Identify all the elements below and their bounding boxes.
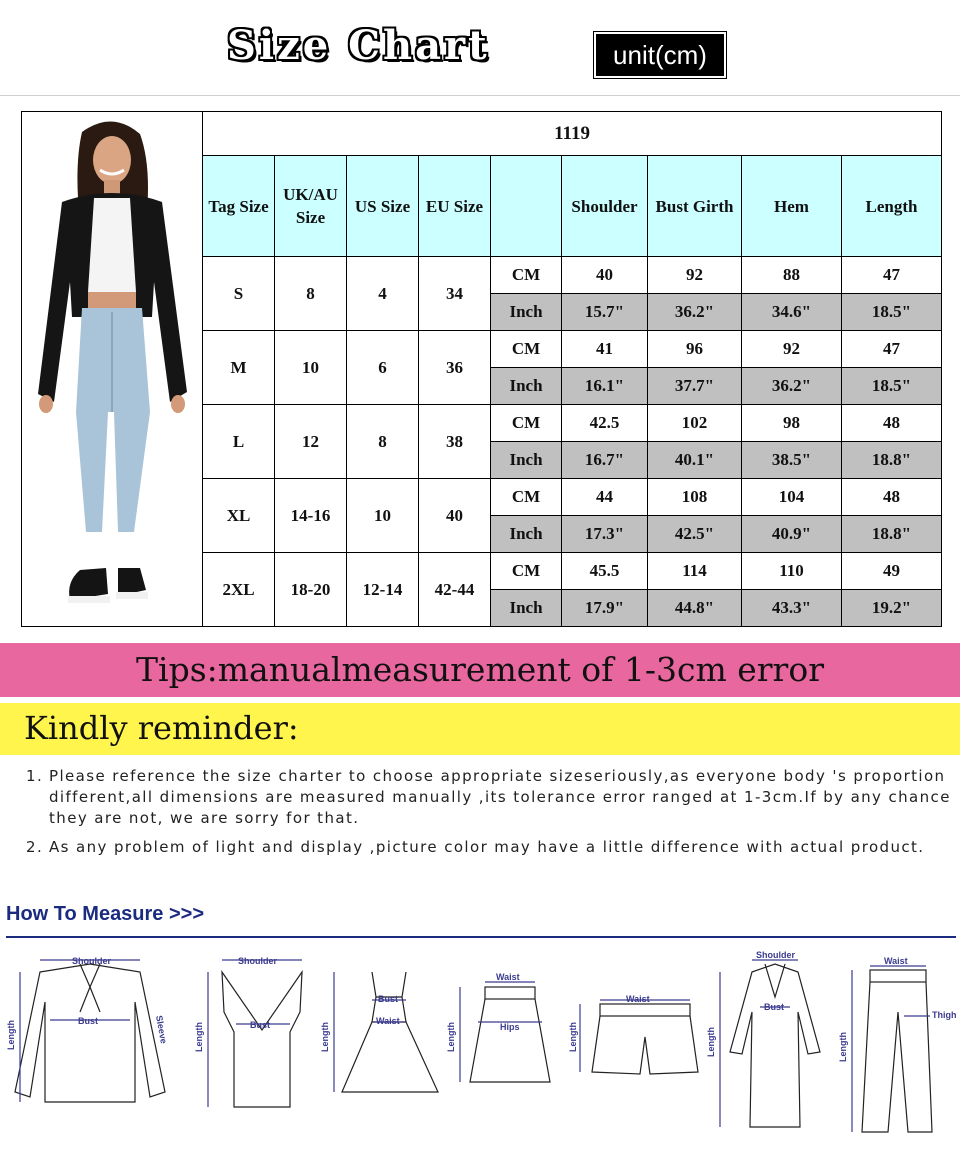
cm-label: CM — [491, 331, 562, 368]
eu-size-cell: 34 — [419, 257, 491, 331]
cm-shoulder: 44 — [562, 479, 648, 516]
note-number: 2. — [26, 838, 44, 856]
cm-hem: 92 — [742, 331, 842, 368]
cm-hem: 88 — [742, 257, 842, 294]
reminder-notes — [26, 766, 951, 866]
inch-bust: 40.1" — [648, 442, 742, 479]
inch-hem: 36.2" — [742, 368, 842, 405]
header-uk-au-size: UK/AU Size — [275, 156, 347, 257]
size-table — [202, 111, 942, 627]
note-text: Please reference the size charter to choose appropriate sizeseriously,as everyone body 's proportion different,all dimensions are measured manually ,its tolerance error ranged at 1-3cm.If by any chance they are not, we are sorry for that. — [49, 767, 951, 827]
cm-hem: 110 — [742, 553, 842, 590]
label-waist: Waist — [496, 972, 520, 982]
inch-hem: 40.9" — [742, 516, 842, 553]
label-shoulder: Shoulder — [72, 956, 112, 966]
unit-badge: unit(cm) — [594, 32, 726, 78]
table-row — [203, 479, 942, 516]
inch-shoulder: 17.3" — [562, 516, 648, 553]
inch-length: 19.2" — [842, 590, 942, 627]
us-size-cell: 4 — [347, 257, 419, 331]
inch-length: 18.5" — [842, 294, 942, 331]
table-row — [203, 331, 942, 368]
reminder-banner — [0, 703, 960, 755]
uk-size-cell: 12 — [275, 405, 347, 479]
cm-bust: 92 — [648, 257, 742, 294]
label-bust: Bust — [378, 994, 398, 1004]
model-photo — [21, 111, 203, 627]
header-us-size: US Size — [347, 156, 419, 257]
eu-size-cell: 36 — [419, 331, 491, 405]
tag-size-cell: XL — [203, 479, 275, 553]
cm-label: CM — [491, 257, 562, 294]
uk-size-cell: 8 — [275, 257, 347, 331]
model-figure-illustration — [22, 112, 202, 626]
inch-bust: 42.5" — [648, 516, 742, 553]
table-header-row — [203, 156, 942, 257]
header-bust-girth: Bust Girth — [648, 156, 742, 257]
uk-size-cell: 18-20 — [275, 553, 347, 627]
tag-size-cell: S — [203, 257, 275, 331]
header-unit — [491, 156, 562, 257]
inch-label: Inch — [491, 368, 562, 405]
cm-shoulder: 42.5 — [562, 405, 648, 442]
label-length: Length — [838, 1032, 848, 1062]
eu-size-cell: 38 — [419, 405, 491, 479]
tips-banner: Tips:manualmeasurement of 1-3cm error — [0, 643, 960, 697]
label-length: Length — [320, 1022, 330, 1052]
inch-shoulder: 16.1" — [562, 368, 648, 405]
cm-shoulder: 45.5 — [562, 553, 648, 590]
eu-size-cell: 40 — [419, 479, 491, 553]
label-shoulder: Shoulder — [238, 956, 278, 966]
cm-length: 48 — [842, 405, 942, 442]
label-hips: Hips — [500, 1022, 520, 1032]
cm-label: CM — [491, 553, 562, 590]
us-size-cell: 12-14 — [347, 553, 419, 627]
label-length: Length — [446, 1022, 456, 1052]
cm-shoulder: 40 — [562, 257, 648, 294]
reminder-title: Kindly reminder: — [24, 709, 299, 747]
inch-label: Inch — [491, 590, 562, 627]
label-waist: Waist — [626, 994, 650, 1004]
cm-bust: 114 — [648, 553, 742, 590]
label-bust: Bust — [250, 1020, 270, 1030]
inch-label: Inch — [491, 516, 562, 553]
cm-label: CM — [491, 405, 562, 442]
tag-size-cell: L — [203, 405, 275, 479]
label-bust: Bust — [764, 1002, 784, 1012]
cm-length: 48 — [842, 479, 942, 516]
inch-hem: 34.6" — [742, 294, 842, 331]
page-title: Size Chart — [227, 22, 490, 69]
label-length: Length — [6, 1020, 16, 1050]
inch-shoulder: 15.7" — [562, 294, 648, 331]
label-bust: Bust — [78, 1016, 98, 1026]
how-to-measure-title: How To Measure >>> — [6, 903, 205, 925]
cm-bust: 102 — [648, 405, 742, 442]
inch-hem: 43.3" — [742, 590, 842, 627]
inch-label: Inch — [491, 442, 562, 479]
note-number: 1. — [26, 767, 44, 785]
cm-length: 49 — [842, 553, 942, 590]
skirt-diagram — [446, 972, 550, 1082]
inch-bust: 44.8" — [648, 590, 742, 627]
list-item — [26, 766, 951, 829]
label-shoulder: Shoulder — [756, 950, 796, 960]
dress-diagram — [320, 972, 438, 1092]
inch-length: 18.8" — [842, 442, 942, 479]
cm-hem: 98 — [742, 405, 842, 442]
inch-shoulder: 17.9" — [562, 590, 648, 627]
header-length: Length — [842, 156, 942, 257]
us-size-cell: 8 — [347, 405, 419, 479]
inch-bust: 36.2" — [648, 294, 742, 331]
pants-diagram — [838, 956, 957, 1132]
header-eu-size: EU Size — [419, 156, 491, 257]
inch-length: 18.5" — [842, 368, 942, 405]
label-length: Length — [706, 1027, 716, 1057]
cm-shoulder: 41 — [562, 331, 648, 368]
cm-hem: 104 — [742, 479, 842, 516]
label-length: Length — [568, 1022, 578, 1052]
header-tag-size: Tag Size — [203, 156, 275, 257]
cm-bust: 108 — [648, 479, 742, 516]
vest-diagram — [194, 956, 302, 1107]
header — [0, 0, 960, 96]
note-text: As any problem of light and display ,picture color may have a little difference with actual product. — [49, 838, 925, 856]
label-length: Length — [194, 1022, 204, 1052]
inch-bust: 37.7" — [648, 368, 742, 405]
uk-size-cell: 14-16 — [275, 479, 347, 553]
shorts-diagram — [568, 994, 698, 1074]
cm-bust: 96 — [648, 331, 742, 368]
divider — [6, 936, 956, 938]
measurement-diagrams — [0, 942, 960, 1147]
table-row — [203, 553, 942, 590]
header-hem: Hem — [742, 156, 842, 257]
coat-diagram — [706, 950, 820, 1127]
table-row — [203, 257, 942, 294]
list-item — [26, 837, 951, 858]
label-sleeve: Sleeve — [154, 1014, 169, 1045]
blouse-diagram — [6, 956, 169, 1102]
inch-length: 18.8" — [842, 516, 942, 553]
tag-size-cell: M — [203, 331, 275, 405]
inch-label: Inch — [491, 294, 562, 331]
eu-size-cell: 42-44 — [419, 553, 491, 627]
tag-size-cell: 2XL — [203, 553, 275, 627]
uk-size-cell: 10 — [275, 331, 347, 405]
us-size-cell: 6 — [347, 331, 419, 405]
us-size-cell: 10 — [347, 479, 419, 553]
product-code: 1119 — [203, 112, 942, 156]
table-row — [203, 405, 942, 442]
label-thigh: Thigh — [932, 1010, 957, 1020]
inch-hem: 38.5" — [742, 442, 842, 479]
label-waist: Waist — [376, 1016, 400, 1026]
label-waist: Waist — [884, 956, 908, 966]
cm-length: 47 — [842, 257, 942, 294]
inch-shoulder: 16.7" — [562, 442, 648, 479]
cm-length: 47 — [842, 331, 942, 368]
cm-label: CM — [491, 479, 562, 516]
header-shoulder: Shoulder — [562, 156, 648, 257]
